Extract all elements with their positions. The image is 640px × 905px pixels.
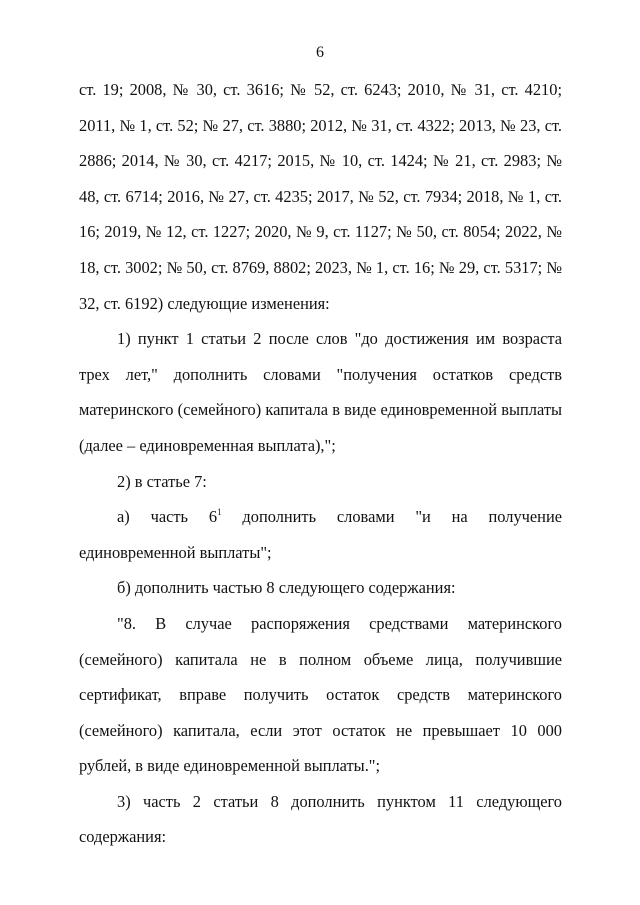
paragraph-source-list: ст. 19; 2008, № 30, ст. 3616; № 52, ст. 6243; 2010, № 31, ст. 4210; 2011, № 1, ст. 52; № 27, ст. 3880; 2012, № 31, ст. 4322; 2013, № 23, ст. 2886; 2014, № 30, ст. 4217; 2015, № 10, ст. 1424; № 21, ст. 2983; № 48, ст. 6714; 2016, № 27, ст. 4235; 2017, № 52, ст. 7934; 2018, № 1, ст. 16; 2019, № 12, ст. 1227; 2020, № 9, ст. 1127; № 50, ст. 8054; 2022, № 18, ст. 3002; № 50, ст. 8769, 8802; 2023, № 1, ст. 16; № 29, ст. 5317; № 32, ст. 6192) следующие изменения: xyxy=(79,80,562,313)
paragraph-item-2b: б) дополнить частью 8 следующего содержания: xyxy=(117,578,456,598)
paragraph-item-3: 3) часть 2 статьи 8 дополнить пунктом 11 следующего содержания: xyxy=(79,791,562,847)
superscript-index: 1 xyxy=(217,507,222,518)
paragraph-item-2a-end: дополнить словами "и на получение единовременной выплаты"; xyxy=(79,507,562,562)
paragraph-quoted-part-8: "8. В случае распоряжения средствами материнского (семейного) капитала не в полном объеме лица, получившие сертификат, вправе получить остаток средств материнского (семейного) капитала, если этот остаток не превышает 10 000 рублей, в виде единовременной выплаты."; xyxy=(79,613,562,776)
document-body xyxy=(79,72,562,855)
paragraph-item-2a-start: а) часть 6 xyxy=(117,507,218,527)
page-number: 6 xyxy=(316,44,324,61)
paragraph-item-1: 1) пункт 1 статьи 2 после слов "до достижения им возраста трех лет," дополнить словами "получения остатков средств материнского (семейного) капитала в виде единовременной выплаты (далее – единовременная выплата),"; xyxy=(79,329,562,455)
paragraph-item-2a xyxy=(79,499,562,570)
paragraph-item-2: 2) в статье 7: xyxy=(117,471,207,491)
